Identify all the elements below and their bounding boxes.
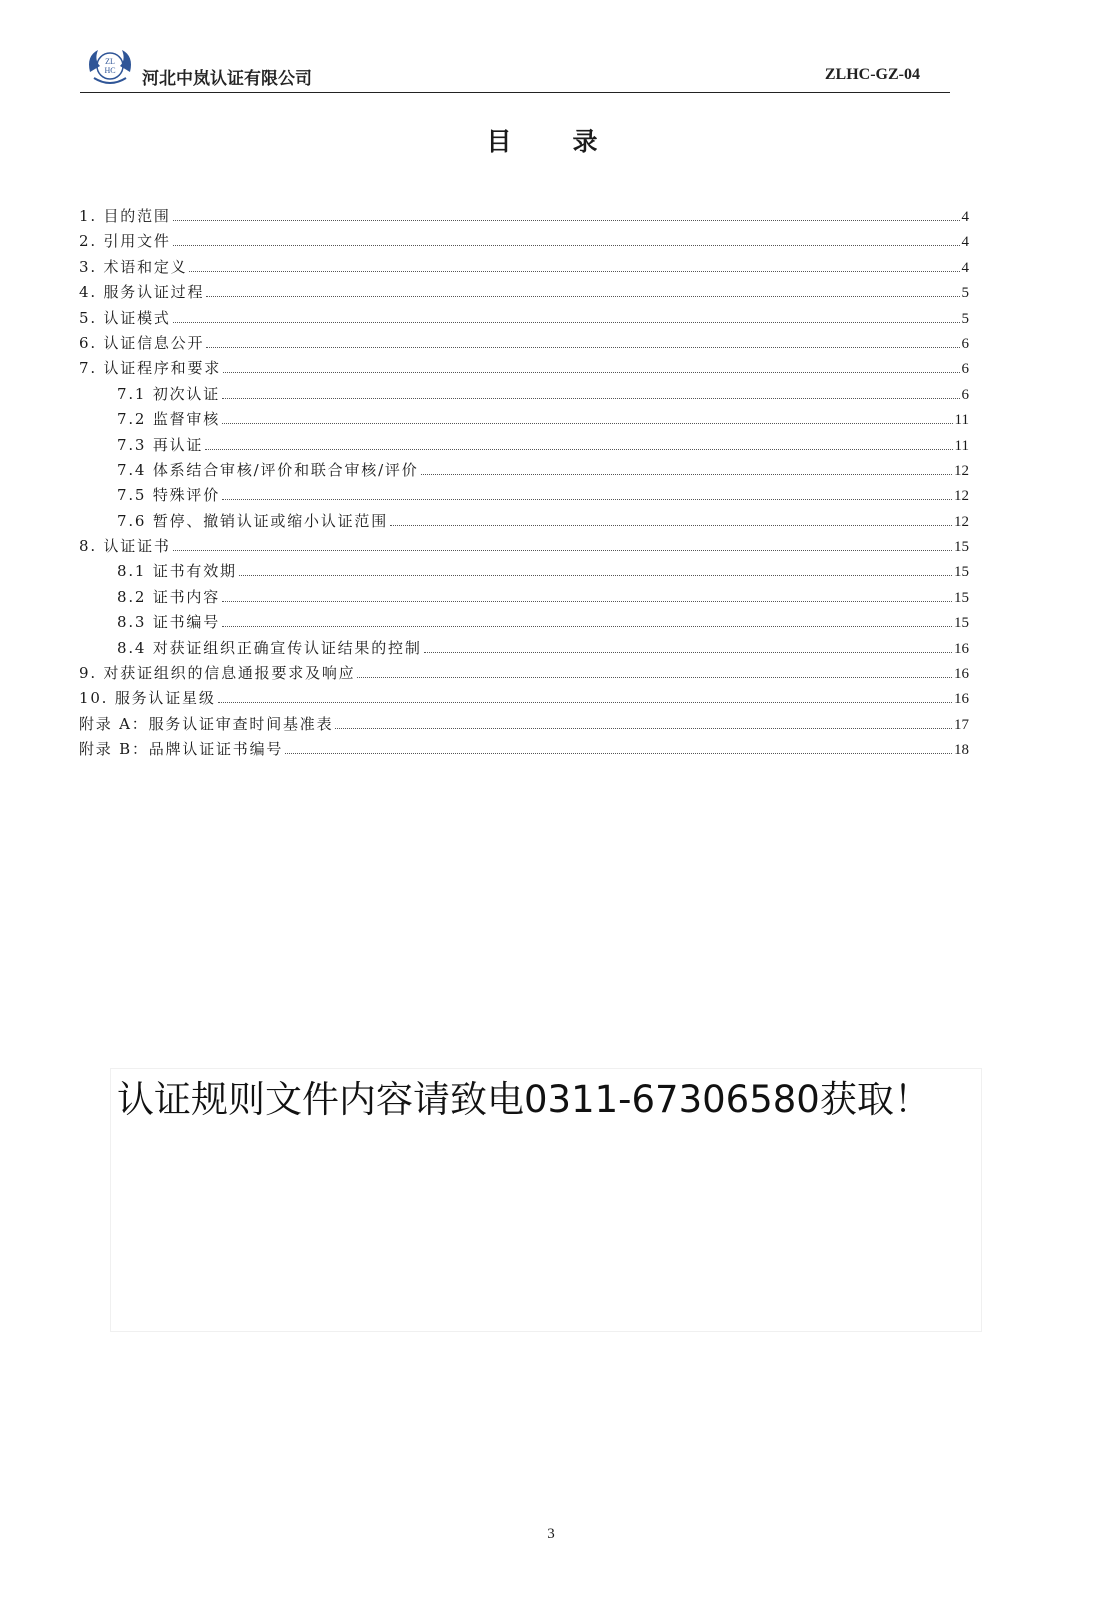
toc-entry[interactable] xyxy=(79,686,969,711)
toc-entry-page: 6 xyxy=(961,361,969,378)
toc-leader-dots xyxy=(421,474,952,475)
toc-entry-page: 4 xyxy=(961,259,969,276)
toc-entry-page: 4 xyxy=(961,209,969,225)
toc-entry-label: 2. 引用文件 xyxy=(79,232,171,251)
toc-entry[interactable] xyxy=(79,585,969,610)
toc-entry-label: 9. 对获证组织的信息通报要求及响应 xyxy=(79,664,356,683)
toc-leader-dots xyxy=(206,347,959,348)
toc-leader-dots xyxy=(222,423,953,424)
toc-entry-page: 15 xyxy=(954,589,969,606)
toc-entry[interactable] xyxy=(79,204,969,229)
page-number: 3 xyxy=(547,1526,555,1542)
toc-entry[interactable] xyxy=(79,712,969,737)
toc-entry-page: 16 xyxy=(954,691,969,708)
toc-entry-label: 7. 认证程序和要求 xyxy=(79,359,222,378)
toc-entry-label: 8. 认证证书 xyxy=(79,537,171,556)
contact-notice: 认证规则文件内容请致电0311-67306580获取！ xyxy=(117,1078,931,1121)
toc-entry-label: 附录 A：服务认证审查时间基准表 xyxy=(79,714,334,733)
toc-entry-label: 附录 B：品牌认证证书编号 xyxy=(79,740,284,759)
toc-entry-page: 17 xyxy=(954,716,969,733)
toc-leader-dots xyxy=(205,449,952,450)
svg-text:ZL: ZL xyxy=(105,57,115,66)
toc-entry[interactable] xyxy=(79,255,969,280)
toc-leader-dots xyxy=(222,626,952,627)
toc-entry-label: 7.1 初次认证 xyxy=(117,384,221,403)
toc-entry-page: 12 xyxy=(954,488,969,505)
toc-entry-label: 8.4 对获证组织正确宣传认证结果的控制 xyxy=(117,638,422,657)
toc-leader-dots xyxy=(390,525,952,526)
toc-entry-label: 5. 认证模式 xyxy=(79,308,171,327)
toc-entry[interactable] xyxy=(79,509,969,534)
toc-leader-dots xyxy=(222,601,952,602)
toc-leader-dots xyxy=(285,753,952,754)
toc-entry-label: 8.3 证书编号 xyxy=(117,613,221,632)
toc-entry-page: 6 xyxy=(961,386,969,403)
svg-text:HC: HC xyxy=(104,66,116,75)
toc-leader-dots xyxy=(222,398,959,399)
toc-entry[interactable] xyxy=(79,534,969,559)
toc-leader-dots xyxy=(173,322,960,323)
toc-entry[interactable] xyxy=(79,458,969,483)
toc-entry-page: 12 xyxy=(954,513,969,530)
toc-leader-dots xyxy=(424,652,952,653)
toc-entry[interactable] xyxy=(79,433,969,458)
toc-entry[interactable] xyxy=(79,407,969,432)
toc-entry[interactable] xyxy=(79,280,969,305)
toc-entry-page: 16 xyxy=(954,666,969,683)
toc-entry-label: 7.4 体系结合审核/评价和联合审核/评价 xyxy=(117,460,419,479)
toc-entry-page: 11 xyxy=(954,412,969,429)
toc-leader-dots xyxy=(189,271,959,272)
toc-leader-dots xyxy=(335,728,952,729)
toc-entry-label: 7.2 监督审核 xyxy=(117,410,221,429)
notice-box xyxy=(110,1068,982,1332)
toc-entry-label: 10. 服务认证星级 xyxy=(79,689,216,708)
toc-entry-label: 8.1 证书有效期 xyxy=(117,562,237,581)
toc-entry-label: 3. 术语和定义 xyxy=(79,257,188,276)
toc-entry-label: 8.2 证书内容 xyxy=(117,587,221,606)
toc-entry[interactable] xyxy=(79,636,969,661)
toc-entry-page: 15 xyxy=(954,615,969,632)
toc-entry[interactable] xyxy=(79,559,969,584)
toc-entry[interactable] xyxy=(79,306,969,331)
toc-entry-label: 7.6 暂停、撤销认证或缩小认证范围 xyxy=(117,511,389,530)
document-code: ZLHC-GZ-04 xyxy=(824,66,920,83)
toc-leader-dots xyxy=(173,220,960,221)
toc-entry-label: 7.3 再认证 xyxy=(117,435,204,454)
toc-entry[interactable] xyxy=(79,737,969,762)
toc-leader-dots xyxy=(206,296,959,297)
toc-entry-page: 18 xyxy=(954,742,969,759)
page-header xyxy=(80,40,950,93)
toc-entry[interactable] xyxy=(79,356,969,381)
toc-leader-dots xyxy=(222,499,952,500)
toc-entry-page: 12 xyxy=(954,462,969,479)
toc-entry[interactable] xyxy=(79,610,969,635)
company-logo-icon xyxy=(84,42,136,90)
toc-entry-page: 5 xyxy=(961,285,969,302)
toc-entry[interactable] xyxy=(79,661,969,686)
toc-entry-page: 15 xyxy=(954,564,969,581)
toc-entry-page: 6 xyxy=(961,335,969,352)
toc-entry[interactable] xyxy=(79,229,969,254)
toc-entry-page: 16 xyxy=(954,640,969,657)
toc-leader-dots xyxy=(223,372,959,373)
toc-entry-label: 1. 目的范围 xyxy=(79,207,171,225)
toc-entry-page: 4 xyxy=(961,234,969,251)
toc-entry-page: 5 xyxy=(961,310,969,327)
toc-entry-label: 4. 服务认证过程 xyxy=(79,283,205,302)
toc-entry-label: 7.5 特殊评价 xyxy=(117,486,221,505)
toc-entry-page: 11 xyxy=(954,437,969,454)
toc-entry[interactable] xyxy=(79,483,969,508)
toc-leader-dots xyxy=(173,550,952,551)
toc-entry-page: 15 xyxy=(954,539,969,556)
company-name: 河北中岚认证有限公司 xyxy=(142,69,312,89)
toc-leader-dots xyxy=(357,677,952,678)
table-of-contents xyxy=(79,204,969,763)
toc-title: 目 录 xyxy=(486,127,616,156)
toc-entry[interactable] xyxy=(79,382,969,407)
toc-leader-dots xyxy=(173,245,960,246)
toc-leader-dots xyxy=(218,702,952,703)
toc-entry-label: 6. 认证信息公开 xyxy=(79,333,205,352)
toc-leader-dots xyxy=(239,575,952,576)
toc-entry[interactable] xyxy=(79,331,969,356)
